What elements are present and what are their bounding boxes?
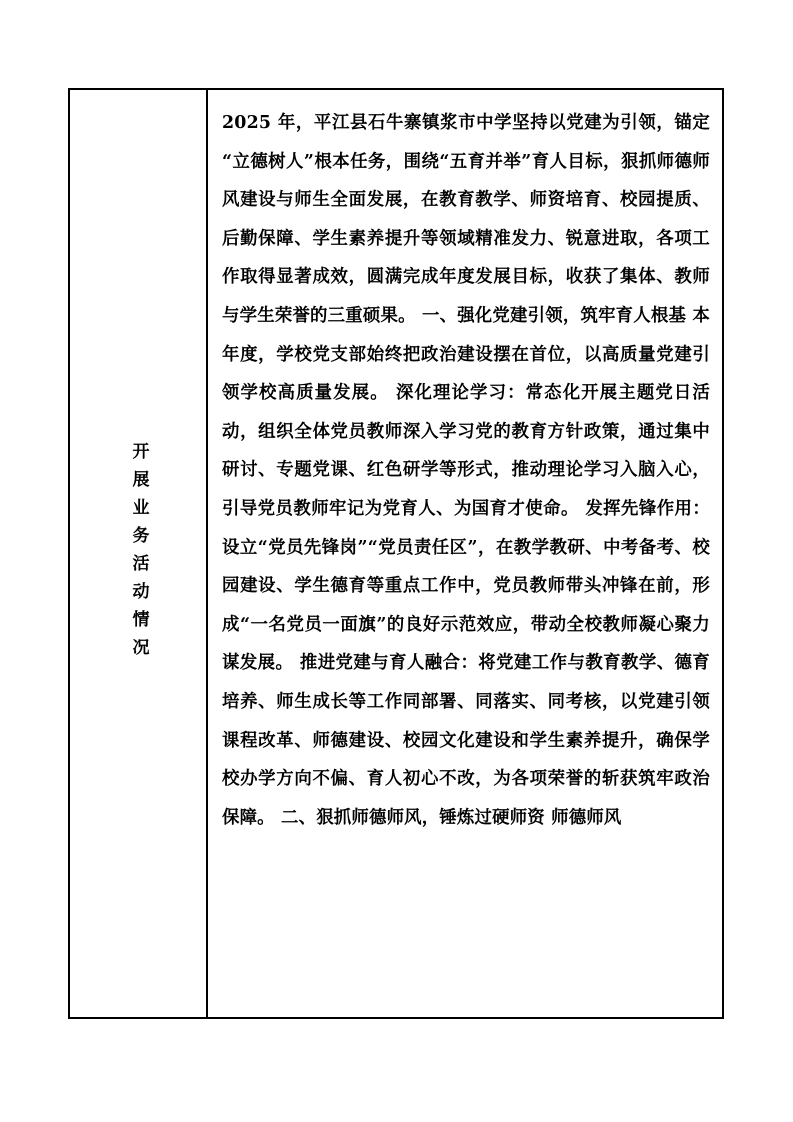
activity-content-text: 2025 年，平江县石牛寨镇浆市中学坚持以党建为引领，锚定“立德树人”根本任务，围绕“五育并举”育人目标，狠抓师德师风建设与师生全面发展，在教育教学、师资培育、校园提质、后勤保障、学生素养提升等领域精准发力、锐意进取，各项工作取得显著成效，圆满完成年度发展目标，收获了集体、教师与学生荣誉的三重硕果。 一、强化党建引领，筑牢育人根基 本年度，学校党支部始终把政治建设摆在首位，以高质量党建引领学校高质量发展。 深化理论学习：常态化开展主题党日活动，组织全体党员教师深入学习党的教育方针政策，通过集中研讨、专题党课、红色研学等形式，推动理论学习入脑入心，引导党员教师牢记为党育人、为国育才使命。 发挥先锋作用：设立“党员先锋岗”“党员责任区”，在教学教研、中考备考、校园建设、学生德育等重点工作中，党员教师带头冲锋在前，形成“一名党员一面旗”的良好示范效应，带动全校教师凝心聚力谋发展。 推进党建与育人融合：将党建工作与教育教学、德育培养、师生成长等工作同部署、同落实、同考核，以党建引领课程改革、师德建设、校园文化建设和学生素养提升，确保学校办学方向不偏、育人初心不改，为各项荣誉的斩获筑牢政治保障。 二、狠抓师德师风，锤炼过硬师资 师德师风 (222, 113, 710, 828)
table-row-label-cell (70, 90, 208, 1017)
row-label-text: 开展业务活动情况 (128, 441, 149, 666)
activity-table (68, 88, 724, 1019)
table-content-cell (208, 90, 722, 1017)
